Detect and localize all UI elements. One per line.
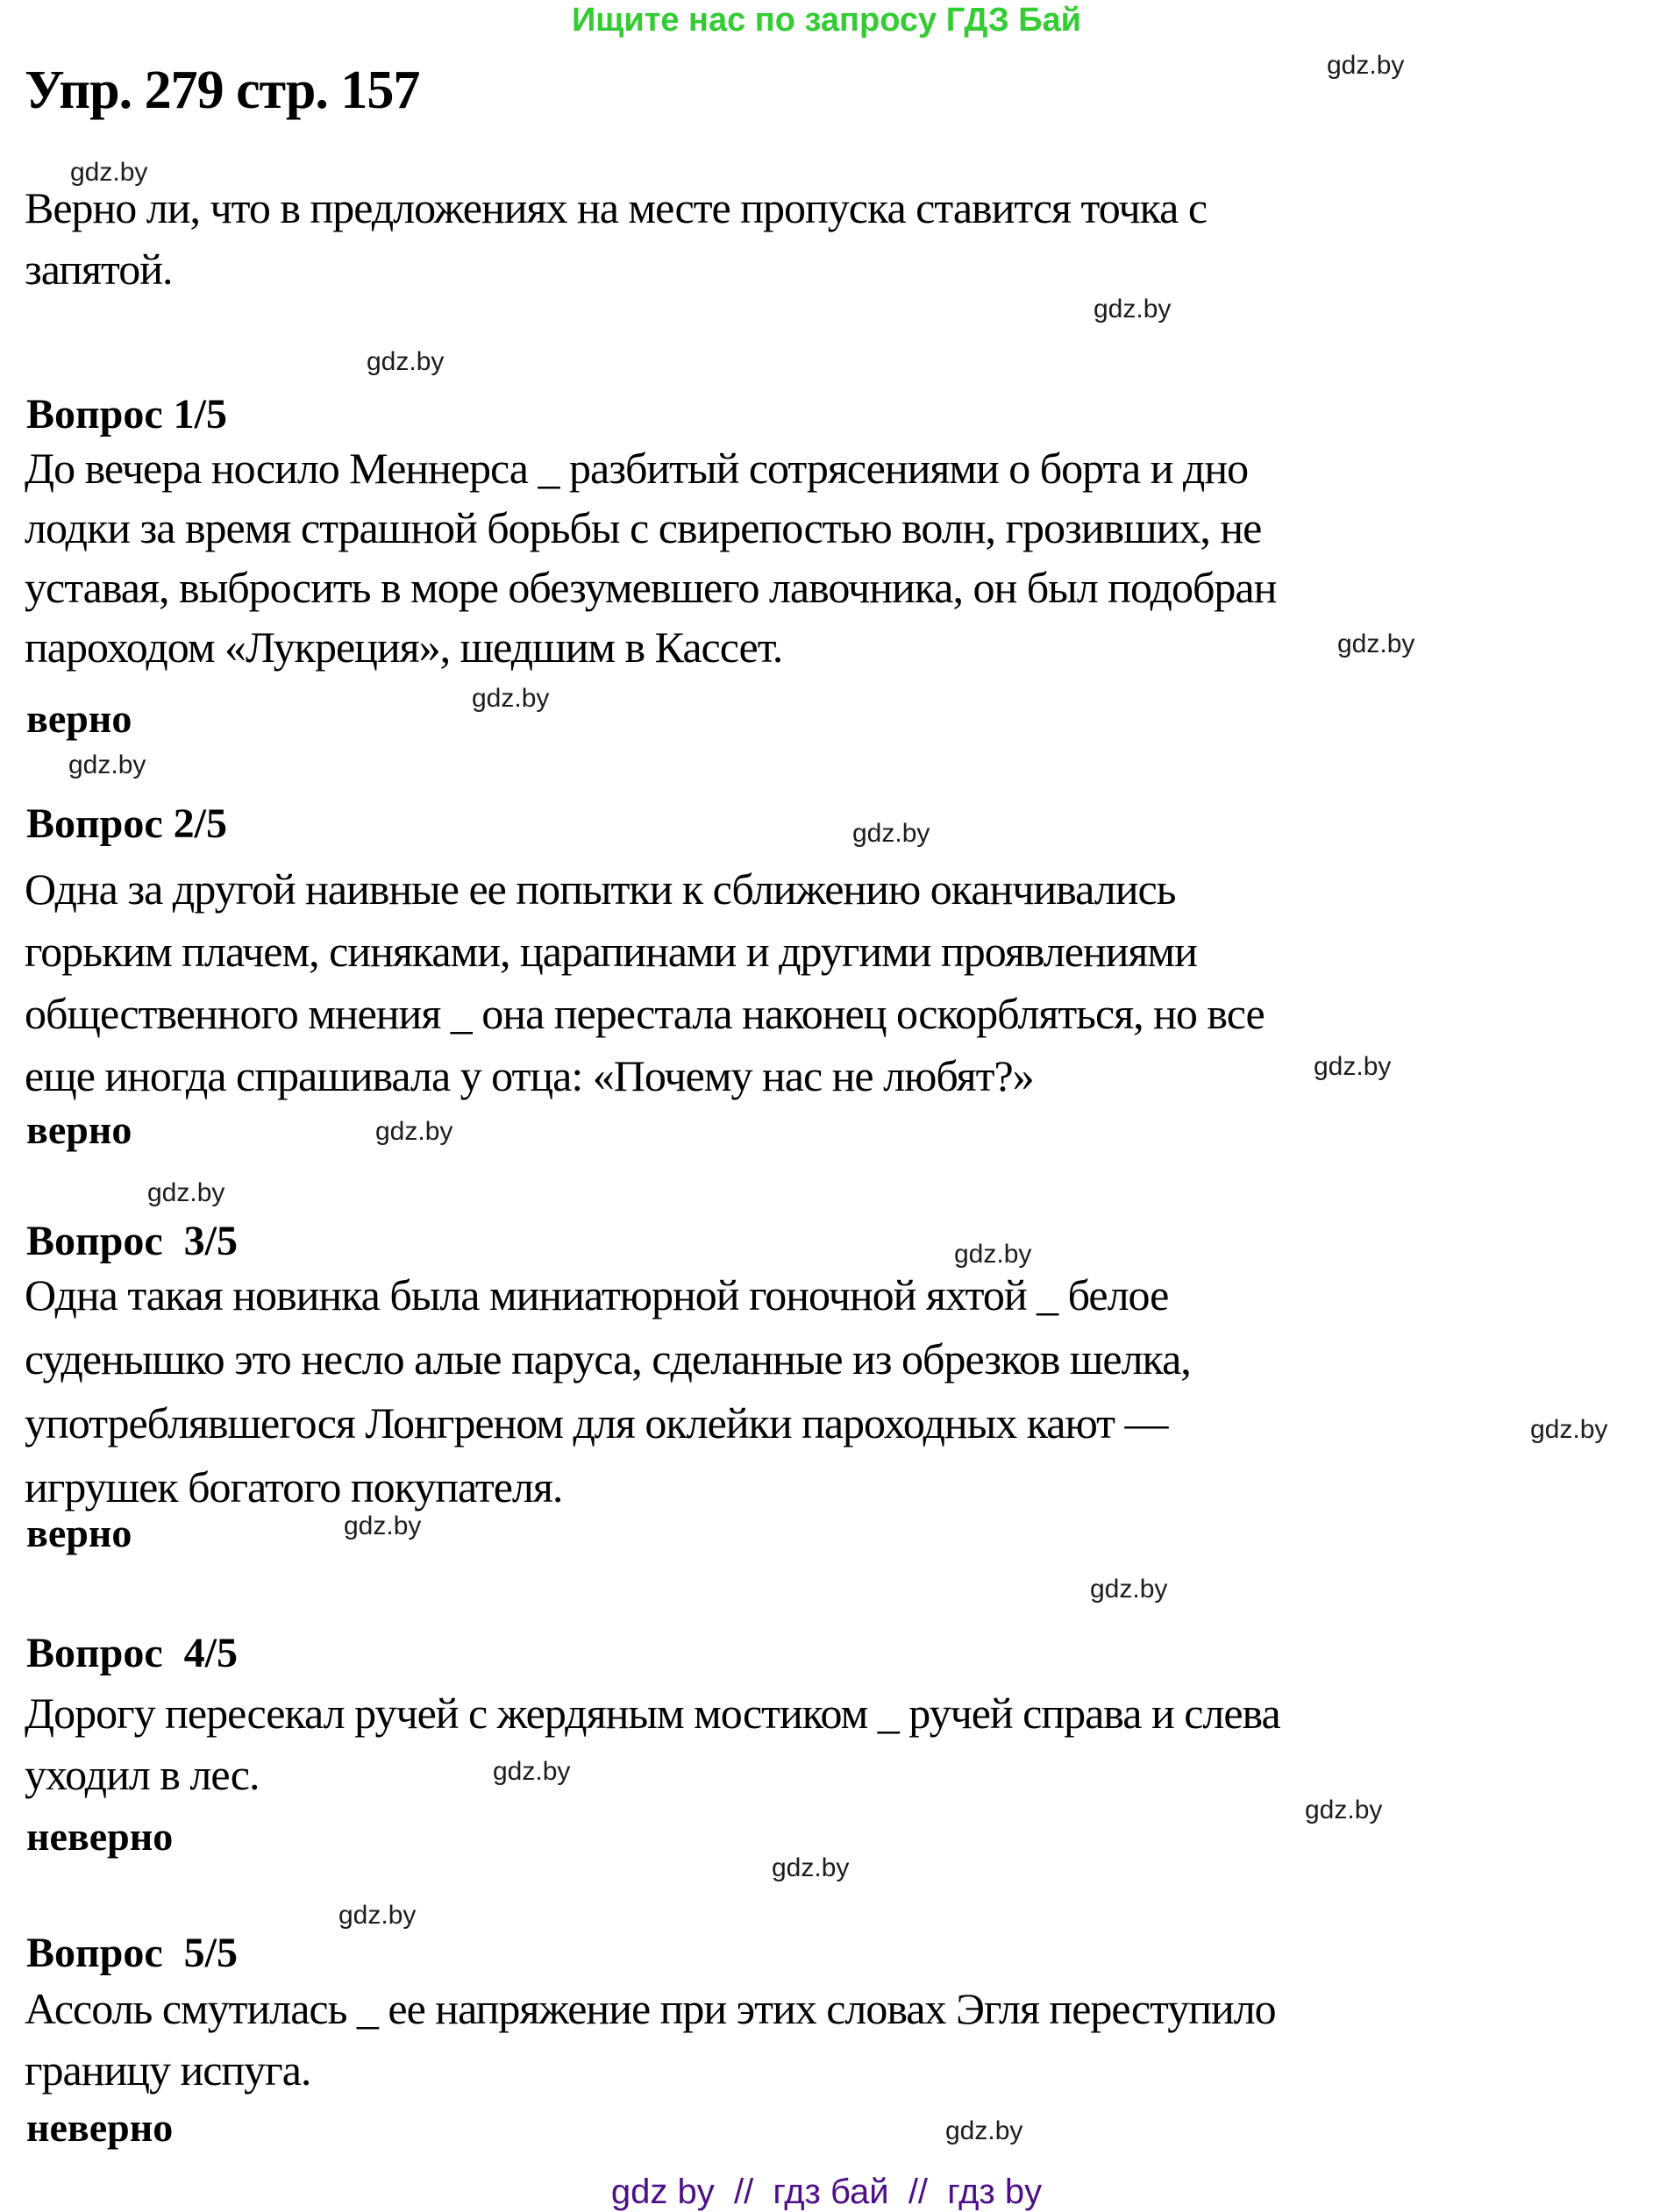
question-1-answer: верно: [26, 696, 132, 741]
question-2-line: горьким плачем, синяками, царапинами и другими проявлениями: [25, 927, 1197, 976]
gdz-watermark: gdz.by: [68, 750, 146, 779]
exercise-title: Упр. 279 стр. 157: [25, 60, 420, 120]
intro-line: запятой.: [25, 245, 173, 294]
question-1-line: До вечера носило Меннерса _ разбитый сотрясениями о борта и дно: [25, 444, 1249, 493]
question-3-line: употреблявшегося Лонгреном для оклейки пароходных кают —: [25, 1398, 1168, 1447]
gdz-watermark: gdz.by: [367, 347, 445, 376]
gdz-watermark: gdz.by: [375, 1117, 453, 1146]
gdz-watermark: gdz.by: [338, 1901, 417, 1930]
question-4-answer: неверно: [26, 1814, 174, 1859]
gdz-watermark: gdz.by: [1337, 629, 1415, 658]
intro-line: Верно ли, что в предложениях на месте пропуска ставится точка с: [25, 183, 1208, 232]
question-4-line: уходил в лес.: [25, 1750, 260, 1799]
question-1-line: пароходом «Лукреция», шедшим в Кассет.: [25, 622, 783, 672]
question-3-line: суденышко это несло алые паруса, сделанные из обрезков шелка,: [25, 1334, 1191, 1383]
question-2-answer: верно: [26, 1107, 132, 1152]
question-2-label: Вопрос 2/5: [26, 800, 228, 847]
gdz-watermark: gdz.by: [954, 1240, 1032, 1269]
gdz-watermark: gdz.by: [1305, 1796, 1383, 1824]
gdz-watermark: gdz.by: [1090, 1575, 1168, 1604]
question-2-line: Одна за другой наивные ее попытки к сближению оканчивались: [25, 864, 1176, 914]
gdz-watermark: gdz.by: [493, 1757, 571, 1786]
gdz-watermark: gdz.by: [852, 819, 930, 848]
question-1-label: Вопрос 1/5: [26, 391, 228, 437]
question-2-line: еще иногда спрашивала у отца: «Почему нас не любят?»: [25, 1051, 1034, 1100]
question-4-label: Вопрос 4/5: [26, 1630, 239, 1676]
footer-sitenames: gdz by // гдз бай // гдз by: [610, 2173, 1043, 2211]
question-5-line: Ассоль смутилась _ ее напряжение при этих словах Эгля переступило: [25, 1984, 1276, 2033]
gdz-watermark: gdz.by: [70, 158, 148, 187]
gdz-watermark: gdz.by: [1094, 295, 1172, 324]
gdz-watermark: gdz.by: [1314, 1052, 1392, 1081]
gdz-watermark: gdz.by: [147, 1178, 225, 1207]
question-3-line: Одна такая новинка была миниатюрной гоночной яхтой _ белое: [25, 1270, 1169, 1319]
gdz-watermark: gdz.by: [945, 2116, 1023, 2145]
gdz-watermark: gdz.by: [472, 684, 550, 713]
gdz-watermark: gdz.by: [1530, 1415, 1608, 1444]
question-5-answer: неверно: [26, 2105, 174, 2150]
gdz-watermark: gdz.by: [772, 1853, 850, 1882]
question-1-line: лодки за время страшной борьбы с свирепостью волн, грозивших, не: [25, 503, 1262, 552]
question-1-line: уставая, выбросить в море обезумевшего лавочника, он был подобран: [25, 563, 1277, 612]
question-3-answer: верно: [26, 1511, 132, 1555]
question-4-line: Дорогу пересекал ручей с жердяным мостиком _ ручей справа и слева: [25, 1689, 1280, 1738]
question-3-label: Вопрос 3/5: [26, 1218, 239, 1264]
promo-banner: Ищите нас по запросу ГДЗ Бай: [571, 2, 1082, 39]
question-5-line: границу испуга.: [25, 2045, 311, 2095]
question-5-label: Вопрос 5/5: [26, 1930, 239, 1976]
question-2-line: общественного мнения _ она перестала наконец оскорбляться, но все: [25, 989, 1265, 1038]
gdz-watermark: gdz.by: [344, 1511, 422, 1540]
question-3-line: игрушек богатого покупателя.: [25, 1462, 563, 1511]
gdz-watermark: gdz.by: [1327, 51, 1405, 80]
